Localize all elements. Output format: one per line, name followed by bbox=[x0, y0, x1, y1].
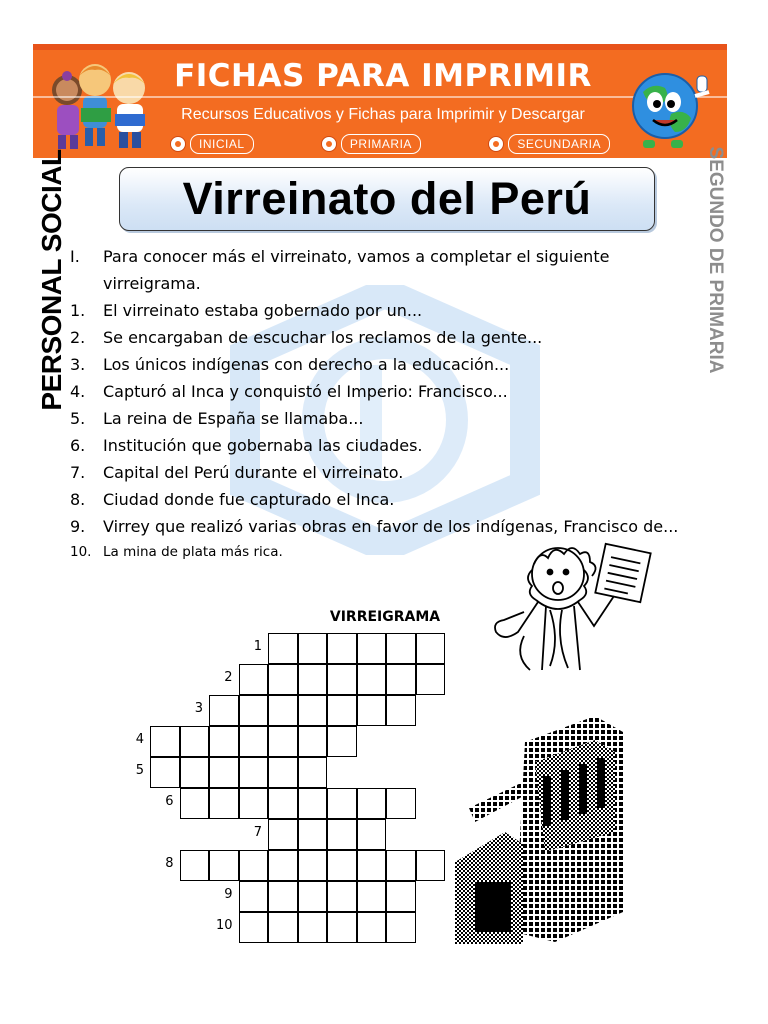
crossword-cell[interactable] bbox=[298, 912, 328, 943]
nav-label: PRIMARIA bbox=[341, 134, 421, 154]
crossword-cell[interactable] bbox=[268, 850, 298, 881]
crossword-cell[interactable] bbox=[298, 757, 328, 788]
subject-label-text: PERSONAL SOCIAL bbox=[36, 149, 67, 411]
crossword-cell[interactable] bbox=[180, 726, 210, 757]
crossword-cell[interactable] bbox=[357, 633, 387, 664]
crossword-cell[interactable] bbox=[357, 788, 387, 819]
crossword-cell[interactable] bbox=[327, 633, 357, 664]
question-item bbox=[70, 432, 680, 459]
crossword-cell[interactable] bbox=[416, 850, 446, 881]
nav-item-primaria[interactable] bbox=[321, 134, 421, 154]
question-item bbox=[70, 486, 680, 513]
crossword-clue-number: 1 bbox=[253, 639, 262, 654]
crossword-cell[interactable] bbox=[298, 788, 328, 819]
question-number: 9. bbox=[70, 517, 86, 536]
question-text: Capital del Perú durante el virreinato. bbox=[103, 463, 404, 482]
crossword-cell[interactable] bbox=[327, 695, 357, 726]
crossword-cell[interactable] bbox=[239, 664, 269, 695]
question-text: Institución que gobernaba las ciudades. bbox=[103, 436, 423, 455]
crossword-cell[interactable] bbox=[180, 757, 210, 788]
question-item bbox=[70, 405, 680, 432]
header-banner bbox=[33, 44, 727, 158]
crossword-clue-number: 7 bbox=[253, 825, 262, 840]
crossword-cell[interactable] bbox=[239, 850, 269, 881]
crossword-cell[interactable] bbox=[298, 633, 328, 664]
crossword-cell[interactable] bbox=[298, 695, 328, 726]
crossword-clue-number: 6 bbox=[165, 794, 174, 809]
colonial-balcony-illustration bbox=[445, 712, 635, 944]
crossword-cell[interactable] bbox=[298, 819, 328, 850]
crossword-clue-number: 10 bbox=[215, 918, 233, 933]
question-list bbox=[70, 243, 680, 564]
crossword-cell[interactable] bbox=[180, 788, 210, 819]
crossword-cell[interactable] bbox=[357, 695, 387, 726]
nav-item-secundaria[interactable] bbox=[488, 134, 610, 154]
question-text: Se encargaban de escuchar los reclamos de la gente... bbox=[103, 328, 543, 347]
question-text: El virreinato estaba gobernado por un... bbox=[103, 301, 423, 320]
crossword-cell[interactable] bbox=[268, 819, 298, 850]
crossword-cell[interactable] bbox=[327, 912, 357, 943]
question-item bbox=[70, 378, 680, 405]
question-item bbox=[70, 459, 680, 486]
question-number: 1. bbox=[70, 301, 86, 320]
level-nav bbox=[170, 133, 610, 155]
crossword-cell[interactable] bbox=[268, 881, 298, 912]
site-title: FICHAS PARA IMPRIMIR bbox=[174, 58, 592, 94]
crossword-cell[interactable] bbox=[180, 850, 210, 881]
nav-bullet-icon bbox=[170, 136, 186, 152]
question-number: 6. bbox=[70, 436, 86, 455]
crossword-cell[interactable] bbox=[239, 695, 269, 726]
question-item bbox=[70, 297, 680, 324]
crossword-cell[interactable] bbox=[239, 726, 269, 757]
question-number: 7. bbox=[70, 463, 86, 482]
crossword-cell[interactable] bbox=[357, 912, 387, 943]
children-reading-illustration bbox=[37, 50, 155, 154]
crossword-title: VIRREIGRAMA bbox=[329, 609, 441, 625]
crossword-cell[interactable] bbox=[209, 695, 239, 726]
question-number: 8. bbox=[70, 490, 86, 509]
crossword-cell[interactable] bbox=[298, 726, 328, 757]
crossword-cell[interactable] bbox=[150, 726, 180, 757]
question-text: Ciudad donde fue capturado el Inca. bbox=[103, 490, 395, 509]
crossword-clue-number: 3 bbox=[194, 701, 203, 716]
crossword-cell[interactable] bbox=[357, 664, 387, 695]
grade-label bbox=[696, 146, 734, 374]
nav-label: INICIAL bbox=[190, 134, 254, 154]
crossword-cell[interactable] bbox=[209, 788, 239, 819]
crossword-cell[interactable] bbox=[327, 850, 357, 881]
crossword-cell[interactable] bbox=[268, 664, 298, 695]
crossword-cell[interactable] bbox=[268, 912, 298, 943]
colonial-man-reading-illustration bbox=[488, 540, 663, 680]
crossword-cell[interactable] bbox=[386, 633, 416, 664]
question-number: 4. bbox=[70, 382, 86, 401]
crossword-cell[interactable] bbox=[386, 664, 416, 695]
crossword-cell[interactable] bbox=[327, 881, 357, 912]
crossword-cell[interactable] bbox=[416, 633, 446, 664]
question-number: 10. bbox=[70, 544, 92, 560]
worksheet-title-box bbox=[119, 167, 655, 231]
crossword-clue-number: 8 bbox=[165, 856, 174, 871]
crossword-cell[interactable] bbox=[327, 664, 357, 695]
crossword-cell[interactable] bbox=[357, 881, 387, 912]
question-number: 2. bbox=[70, 328, 86, 347]
question-text: Capturó al Inca y conquistó el Imperio: Francisco... bbox=[103, 382, 508, 401]
nav-item-inicial[interactable] bbox=[170, 134, 254, 154]
crossword-clue-number: 9 bbox=[224, 887, 233, 902]
question-item bbox=[70, 513, 680, 540]
crossword-cell[interactable] bbox=[386, 850, 416, 881]
instruction-item bbox=[70, 243, 680, 297]
nav-label: SECUNDARIA bbox=[508, 134, 610, 154]
crossword-cell[interactable] bbox=[327, 726, 357, 757]
crossword-cell[interactable] bbox=[298, 881, 328, 912]
crossword-cell[interactable] bbox=[268, 757, 298, 788]
globe-mascot-icon bbox=[613, 62, 723, 154]
question-text: Los únicos indígenas con derecho a la educación... bbox=[103, 355, 510, 374]
crossword-cell[interactable] bbox=[298, 850, 328, 881]
crossword-cell[interactable] bbox=[209, 757, 239, 788]
question-text: La mina de plata más rica. bbox=[103, 544, 283, 560]
worksheet-title: Virreinato del Perú bbox=[182, 173, 592, 224]
crossword-cell[interactable] bbox=[268, 726, 298, 757]
crossword-cell[interactable] bbox=[386, 912, 416, 943]
crossword-cell[interactable] bbox=[268, 633, 298, 664]
crossword-cell[interactable] bbox=[268, 695, 298, 726]
crossword-cell[interactable] bbox=[150, 757, 180, 788]
crossword-cell[interactable] bbox=[239, 881, 269, 912]
crossword-cell[interactable] bbox=[268, 788, 298, 819]
nav-bullet-icon bbox=[321, 136, 337, 152]
question-text: Virrey que realizó varias obras en favor de los indígenas, Francisco de... bbox=[103, 517, 679, 536]
crossword-clue-number: 4 bbox=[135, 732, 144, 747]
crossword-cell[interactable] bbox=[357, 850, 387, 881]
crossword-cell[interactable] bbox=[386, 881, 416, 912]
question-item bbox=[70, 351, 680, 378]
question-number: 3. bbox=[70, 355, 86, 374]
site-subtitle: Recursos Educativos y Fichas para Imprimir y Descargar bbox=[181, 106, 585, 123]
crossword-cell[interactable] bbox=[357, 819, 387, 850]
question-item bbox=[70, 324, 680, 351]
crossword-cell[interactable] bbox=[209, 850, 239, 881]
grade-label-text: SEGUNDO DE PRIMARIA bbox=[705, 146, 726, 374]
question-number: I. bbox=[70, 247, 80, 266]
crossword-cell[interactable] bbox=[386, 788, 416, 819]
crossword-cell[interactable] bbox=[298, 664, 328, 695]
crossword-cell[interactable] bbox=[386, 695, 416, 726]
crossword-cell[interactable] bbox=[239, 757, 269, 788]
nav-bullet-icon bbox=[488, 136, 504, 152]
crossword-cell[interactable] bbox=[327, 819, 357, 850]
crossword-clue-number: 5 bbox=[135, 763, 144, 778]
question-text: La reina de España se llamaba... bbox=[103, 409, 364, 428]
question-number: 5. bbox=[70, 409, 86, 428]
question-text: Para conocer más el virreinato, vamos a completar el siguiente virreigrama. bbox=[103, 247, 610, 293]
crossword-cell[interactable] bbox=[239, 788, 269, 819]
crossword-cell[interactable] bbox=[327, 788, 357, 819]
crossword-cell[interactable] bbox=[209, 726, 239, 757]
crossword-cell[interactable] bbox=[239, 912, 269, 943]
crossword-clue-number: 2 bbox=[224, 670, 233, 685]
crossword-cell[interactable] bbox=[416, 664, 446, 695]
